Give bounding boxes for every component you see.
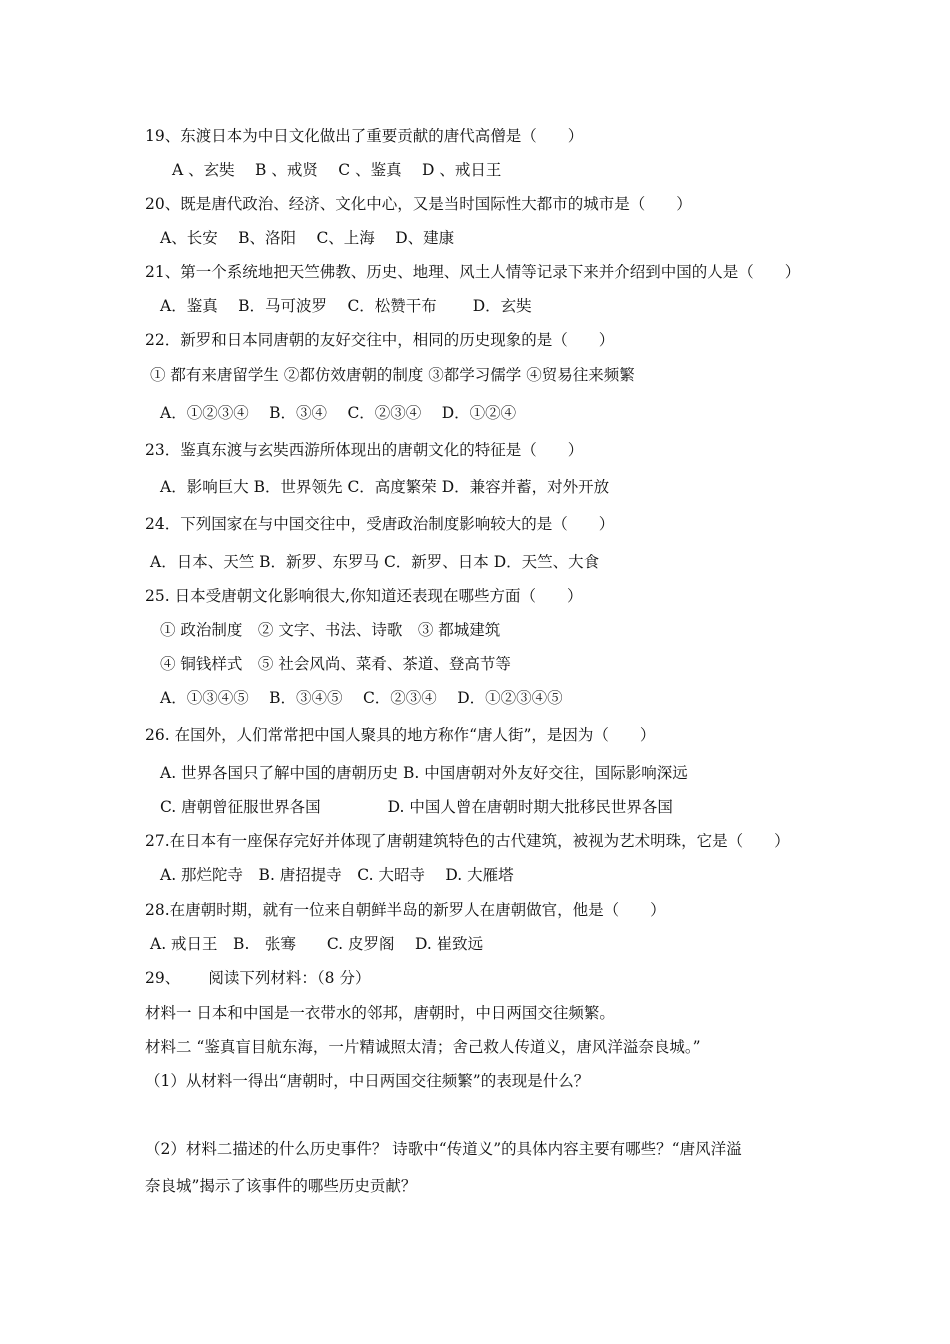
question-23-stem: 23．鉴真东渡与玄奘西游所体现出的唐朝文化的特征是（ ）: [145, 441, 584, 459]
material-two: 材料二 “鉴真盲目航东海，一片精诚照太清；舍己救人传道义，唐风洋溢奈良城。”: [145, 1038, 701, 1056]
question-26-stem: 26. 在国外，人们常常把中国人聚具的地方称作“唐人街”，是因为（ ）: [145, 726, 656, 744]
question-25-stem: 25. 日本受唐朝文化影响很大,你知道还表现在哪些方面（ ）: [145, 587, 583, 605]
material-one: 材料一 日本和中国是一衣带水的邻邦，唐朝时，中日两国交往频繁。: [145, 1004, 615, 1022]
question-28-options: A. 戒日王 B. 张骞 C. 皮罗阁 D. 崔致远: [150, 935, 484, 953]
question-28-stem: 28.在唐朝时期，就有一位来自朝鲜半岛的新罗人在唐朝做官，他是（ ）: [145, 901, 666, 919]
question-25-statements-2: ④ 铜钱样式 ⑤ 社会风尚、菜肴、茶道、登高节等: [160, 655, 511, 673]
question-19-options: A 、玄奘 B 、戒贤 C 、鉴真 D 、戒日王: [172, 161, 502, 179]
question-29-part-2-line-2: 奈良城”揭示了该事件的哪些历史贡献？: [145, 1177, 417, 1195]
question-19-stem: 19、东渡日本为中日文化做出了重要贡献的唐代高僧是（ ）: [145, 127, 584, 145]
question-26-options-2: C. 唐朝曾征服世界各国 D. 中国人曾在唐朝时期大批移民世界各国: [160, 798, 673, 816]
question-23-options: A．影响巨大 B．世界领先 C．高度繁荣 D．兼容并蓄，对外开放: [160, 478, 610, 496]
question-27-stem: 27.在日本有一座保存完好并体现了唐朝建筑特色的古代建筑，被视为艺术明珠，它是（ ）: [145, 832, 790, 850]
question-26-options-1: A. 世界各国只了解中国的唐朝历史 B. 中国唐朝对外友好交往，国际影响深远: [160, 764, 688, 782]
question-21-options: A．鉴真 B．马可波罗 C．松赞干布 D．玄奘: [160, 297, 532, 315]
question-29-part-1: （1）从材料一得出“唐朝时，中日两国交往频繁”的表现是什么？: [145, 1072, 590, 1090]
question-24-stem: 24．下列国家在与中国交往中，受唐政治制度影响较大的是（ ）: [145, 515, 615, 533]
question-29-part-2-line-1: （2）材料二描述的什么历史事件？ 诗歌中“传道义”的具体内容主要有哪些？“唐风洋溢: [145, 1140, 742, 1158]
question-22-statements: ① 都有来唐留学生 ②都仿效唐朝的制度 ③都学习儒学 ④贸易往来频繁: [150, 366, 635, 384]
question-29-header: 29、 阅读下列材料：（8 分）: [145, 969, 371, 987]
question-27-options: A. 那烂陀寺 B. 唐招提寺 C. 大昭寺 D. 大雁塔: [160, 866, 514, 884]
question-24-options: A．日本、天竺 B．新罗、东罗马 C．新罗、日本 D．天竺、大食: [150, 553, 600, 571]
question-20-stem: 20、既是唐代政治、经济、文化中心，又是当时国际性大都市的城市是（ ）: [145, 195, 692, 213]
question-22-stem: 22．新罗和日本同唐朝的友好交往中，相同的历史现象的是（ ）: [145, 331, 615, 349]
question-22-options: A．①②③④ B．③④ C．②③④ D．①②④: [160, 404, 517, 422]
question-25-options: A．①③④⑤ B．③④⑤ C．②③④ D．①②③④⑤: [160, 689, 563, 707]
question-21-stem: 21、第一个系统地把天竺佛教、历史、地理、风土人情等记录下来并介绍到中国的人是（ ）: [145, 263, 801, 281]
question-25-statements-1: ① 政治制度 ② 文字、书法、诗歌 ③ 都城建筑: [160, 621, 501, 639]
question-20-options: A、长安 B、洛阳 C、上海 D、建康: [160, 229, 455, 247]
